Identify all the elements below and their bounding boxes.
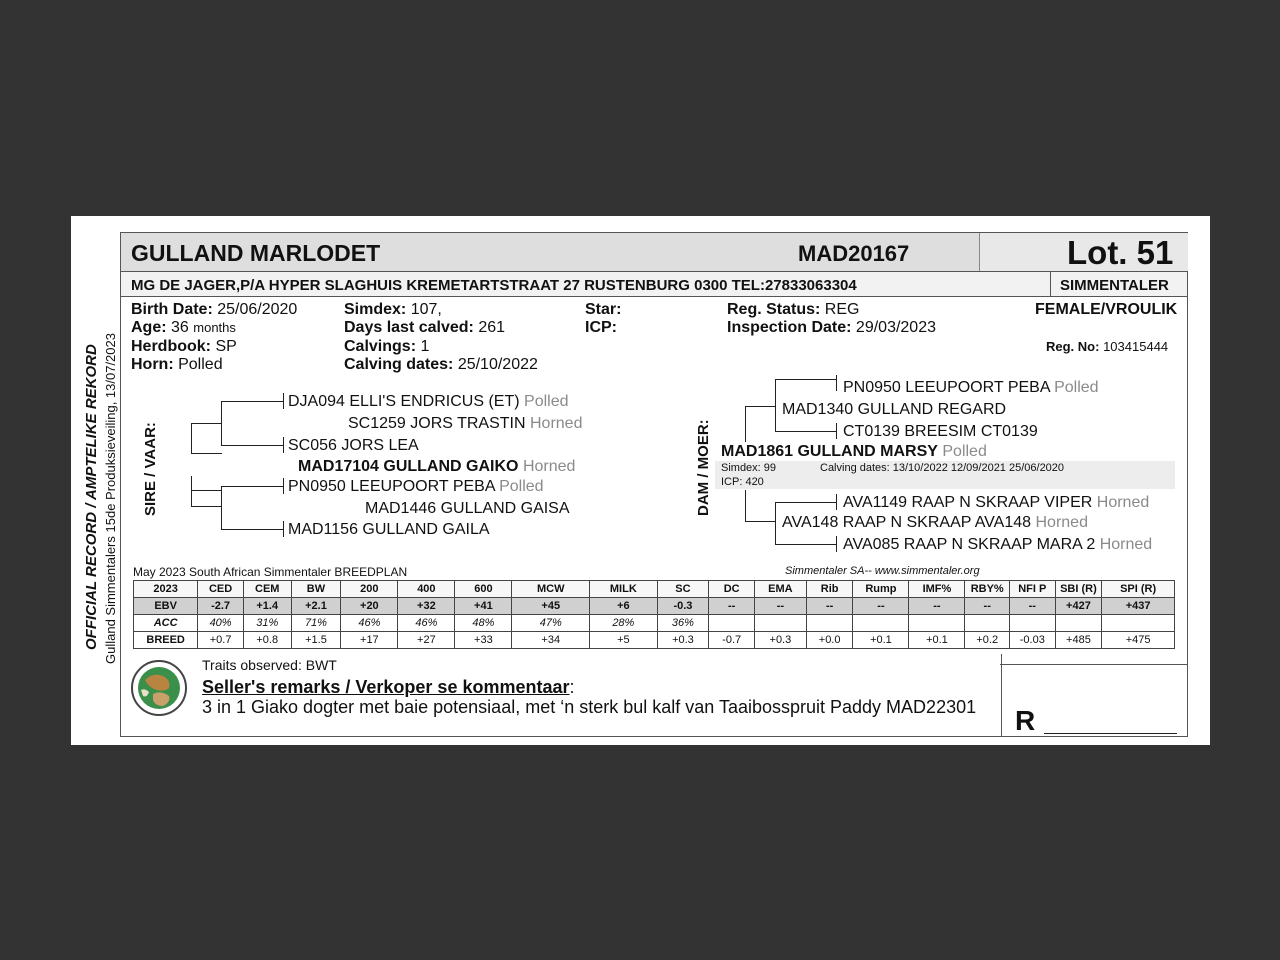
sire-dam-of-sire: SC056 JORS LEA [288,437,419,454]
remarks-text: 3 in 1 Giako dogter met baie potensiaal, met ‘n sterk bul kalf van Taaibosspruit Paddy MAD22301 [202,697,977,717]
table-cell: SBI (R) [1055,581,1102,598]
breed-row [134,632,1175,649]
table-cell: +6 [590,598,657,615]
days-last-calved: Days last calved: 261 [344,319,506,336]
table-cell: +0.0 [806,632,853,649]
table-cell: EBV [134,598,198,615]
table-cell: +27 [398,632,455,649]
inspection-date: Inspection Date: 29/03/2023 [727,319,936,336]
acc-row [134,615,1175,632]
sire-bracket [191,423,192,453]
dam-bracket [836,423,837,439]
reg-number: Reg. No: 103415444 [1046,339,1169,354]
sire-label: SIRE / VAAR: [142,422,159,516]
dam-bracket [745,406,746,442]
table-cell [709,615,755,632]
table-cell: NFI P [1010,581,1056,598]
sire-bracket [191,506,222,507]
table-cell: -- [806,598,853,615]
dam-bracket [775,379,776,431]
table-cell: 71% [291,615,341,632]
table-cell: +20 [341,598,398,615]
table-cell: -2.7 [198,598,244,615]
table-cell: +34 [512,632,590,649]
table-cell: -0.03 [1010,632,1056,649]
ebv-table [133,580,1175,649]
table-cell: MILK [590,581,657,598]
table-cell: +0.1 [909,632,965,649]
table-cell: -- [853,598,909,615]
dam-bracket [745,521,776,522]
sire-bracket [191,453,222,454]
owner-details: MG DE JAGER,P/A HYPER SLAGHUIS KREMETARTSTRAAT 27 RUSTENBURG 0300 TEL:27833063304 [131,277,857,294]
dam-calving-dates: Calving dates: 13/10/2022 12/09/2021 25/06/2020 [820,462,1065,474]
table-cell: BREED [134,632,198,649]
dam-label: DAM / MOER: [695,419,712,516]
table-cell: CEM [243,581,291,598]
sire-bracket [221,401,222,445]
table-cell: ACC [134,615,198,632]
table-cell: -0.3 [657,598,709,615]
table-cell: Rump [853,581,909,598]
lot-number: Lot. 51 [1067,234,1174,271]
table-cell: -0.7 [709,632,755,649]
table-cell: +1.4 [243,598,291,615]
dam-bracket [745,406,776,407]
sire-bracket [221,529,284,530]
reg-status: Reg. Status: REG [727,301,860,318]
table-cell: 2023 [134,581,198,598]
table-cell: 36% [657,615,709,632]
sire-sire-parent: SC1259 JORS TRASTIN Horned [348,415,583,432]
sire-bracket [283,393,284,409]
table-cell: +0.7 [198,632,244,649]
ebv-header-row [134,581,1175,598]
table-cell: CED [198,581,244,598]
sire-sire: DJA094 ELLI'S ENDRICUS (ET) Polled [288,393,569,410]
sale-name: Gulland Simmentalers 15de Produksieveiling, 13/07/2023 [103,333,118,664]
dam-simdex: Simdex: 99 [721,462,777,474]
table-cell [1102,615,1175,632]
table-cell: 200 [341,581,398,598]
dam-bracket [775,431,837,432]
dam-bracket [775,379,837,380]
dam-bracket [745,490,746,522]
herdbook: Herdbook: SP [131,338,237,355]
dam-dam: AVA148 RAAP N SKRAAP AVA148 Horned [782,514,1088,531]
table-cell: +5 [590,632,657,649]
birth-date: Birth Date: 25/06/2020 [131,301,298,318]
table-cell: +0.3 [754,632,806,649]
table-cell: +475 [1102,632,1175,649]
table-cell: -- [1010,598,1056,615]
owner-divider [1050,272,1051,296]
sire-bracket [221,486,284,487]
table-cell: -- [754,598,806,615]
table-cell: +1.5 [291,632,341,649]
dam-bracket [836,494,837,510]
table-cell [909,615,965,632]
table-cell: 47% [512,615,590,632]
table-cell: -- [965,598,1010,615]
table-cell: +0.3 [657,632,709,649]
sire-bracket [221,486,222,530]
star-label: Star: [585,301,622,318]
simdex: Simdex: 107, [344,301,442,318]
table-cell: +33 [455,632,512,649]
table-cell: MCW [512,581,590,598]
remarks-title: Seller's remarks / Verkoper se kommentaar: [202,677,575,697]
logo-graphic [131,660,187,716]
table-cell [1010,615,1056,632]
animal-name: GULLAND MARLODET [131,240,381,266]
table-cell: +2.1 [291,598,341,615]
dam-sire: MAD1340 GULLAND REGARD [782,401,1007,418]
table-cell: DC [709,581,755,598]
sire-dam-dam: MAD1156 GULLAND GAILA [288,521,490,538]
table-cell: IMF% [909,581,965,598]
breed-name: SIMMENTALER [1060,277,1169,294]
table-cell: Rib [806,581,853,598]
dam-bracket [775,502,776,544]
table-cell: EMA [754,581,806,598]
simmentaler-logo [131,660,187,716]
calving-dates: Calving dates: 25/10/2022 [344,356,538,373]
sire-name: MAD17104 GULLAND GAIKO Horned [298,458,576,475]
dam-bracket [836,536,837,552]
table-cell [1055,615,1102,632]
table-cell: -- [709,598,755,615]
sire-dam-sire: PN0950 LEEUPOORT PEBA Polled [288,478,544,495]
table-cell: -- [909,598,965,615]
age: Age: 36 months [131,319,236,336]
sire-bracket [283,437,284,453]
dam-bracket [775,544,837,545]
dam-icp: ICP: 420 [721,476,764,488]
table-cell: 28% [590,615,657,632]
table-cell: +0.1 [853,632,909,649]
table-cell: 46% [398,615,455,632]
official-record-label: OFFICIAL RECORD / AMPTELIKE REKORD [83,344,100,650]
table-cell [853,615,909,632]
table-cell: 31% [243,615,291,632]
table-cell: +485 [1055,632,1102,649]
dam-sire-sire: PN0950 LEEUPOORT PEBA Polled [843,379,1099,396]
sire-bracket [191,423,222,424]
table-cell: SPI (R) [1102,581,1175,598]
traits-observed: Traits observed: BWT [202,657,337,673]
icp-label: ICP: [585,319,617,336]
dam-dam-dam: AVA085 RAAP N SKRAAP MARA 2 Horned [843,536,1153,553]
table-cell: RBY% [965,581,1010,598]
price-label: R [1015,705,1036,736]
table-cell: 46% [341,615,398,632]
dam-bracket [836,375,837,391]
dam-dam-sire: AVA1149 RAAP N SKRAAP VIPER Horned [843,494,1150,511]
table-cell: +41 [455,598,512,615]
table-cell: +427 [1055,598,1102,615]
table-cell [754,615,806,632]
table-cell: 48% [455,615,512,632]
table-cell: +32 [398,598,455,615]
sire-bracket [221,445,284,446]
table-cell: +0.2 [965,632,1010,649]
registration-code: MAD20167 [798,241,910,266]
price-line[interactable] [1044,733,1177,734]
sire-bracket [221,401,284,402]
dam-bracket [775,502,837,503]
calvings: Calvings: 1 [344,338,430,355]
breedplan-source: Simmentaler SA-- www.simmentaler.org [785,565,980,577]
table-cell: +437 [1102,598,1175,615]
sire-bracket [191,490,222,491]
table-cell: BW [291,581,341,598]
sire-bracket [283,478,284,494]
table-cell [806,615,853,632]
table-cell: +0.8 [243,632,291,649]
breedplan-title: May 2023 South African Simmentaler BREEDPLAN [133,565,408,579]
ebv-row [134,598,1175,615]
sire-dam: MAD1446 GULLAND GAISA [365,500,570,517]
table-cell: 400 [398,581,455,598]
table-cell: +17 [341,632,398,649]
table-cell: +45 [512,598,590,615]
table-cell [965,615,1010,632]
sire-bracket [191,476,192,506]
horn-status: Horn: Polled [131,356,223,373]
dam-sire-dam: CT0139 BREESIM CT0139 [843,423,1038,440]
table-cell: 40% [198,615,244,632]
table-cell: 600 [455,581,512,598]
table-cell: SC [657,581,709,598]
sex: FEMALE/VROULIK [1035,301,1178,318]
dam-name: MAD1861 GULLAND MARSY Polled [721,443,987,460]
sire-bracket [283,521,284,537]
